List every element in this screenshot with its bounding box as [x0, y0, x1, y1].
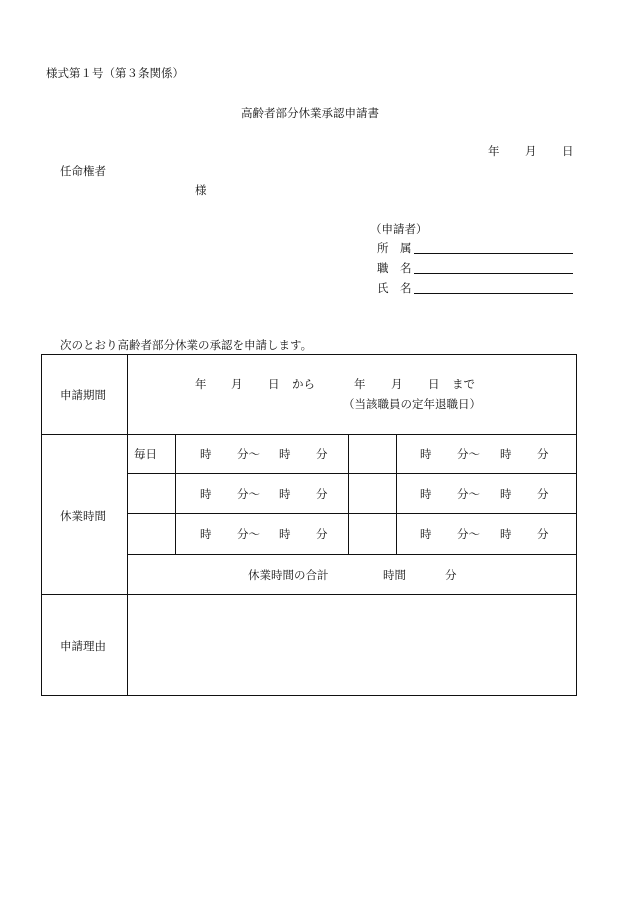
hour-label: 時 — [500, 527, 512, 541]
intro-text: 次のとおり高齢者部分休業の承認を申請します。 — [60, 338, 313, 352]
period-end-day: 日 — [428, 377, 440, 391]
minute-label: 分 — [316, 447, 328, 461]
daily-label: 毎日 — [134, 447, 157, 461]
affiliation-label: 所 属 — [377, 241, 412, 255]
applicant-heading: （申請者） — [370, 222, 428, 236]
hours-column-divider — [396, 434, 397, 555]
hour-label: 時 — [279, 487, 291, 501]
table-border-top — [41, 354, 577, 355]
table-border-bottom — [41, 695, 577, 696]
hour-label: 時 — [420, 527, 432, 541]
period-section-divider — [41, 434, 577, 435]
period-from-label: から — [292, 377, 315, 391]
hour-label: 時 — [500, 487, 512, 501]
form-title: 高齢者部分休業承認申請書 — [241, 106, 379, 120]
hours-row-divider — [127, 473, 577, 474]
reason-label: 申請理由 — [60, 639, 106, 653]
period-end-month: 月 — [391, 377, 403, 391]
date-month-label: 月 — [525, 144, 537, 158]
hour-label: 時 — [200, 527, 212, 541]
form-number: 様式第１号（第３条関係） — [46, 66, 184, 80]
position-field[interactable] — [414, 273, 573, 274]
minute-label: 分 — [316, 527, 328, 541]
reason-field[interactable] — [129, 596, 575, 694]
minute-label: 分 — [537, 447, 549, 461]
period-start-month: 月 — [231, 377, 243, 391]
affiliation-field[interactable] — [414, 253, 573, 254]
period-label: 申請期間 — [60, 388, 106, 402]
hours-column-divider — [348, 434, 349, 555]
table-border-left — [41, 354, 42, 696]
table-border-right — [576, 354, 577, 696]
label-column-divider — [127, 354, 128, 696]
hour-label: 時 — [279, 527, 291, 541]
name-label: 氏 名 — [377, 281, 412, 295]
hour-label: 時 — [420, 447, 432, 461]
hours-total-divider — [127, 554, 577, 555]
minute-from-label: 分〜 — [457, 447, 480, 461]
position-label: 職 名 — [377, 261, 412, 275]
minute-label: 分 — [537, 527, 549, 541]
period-end-year: 年 — [354, 377, 366, 391]
hours-column-divider — [175, 434, 176, 555]
total-minutes-unit: 分 — [445, 568, 457, 582]
total-hours-label: 休業時間の合計 — [248, 568, 329, 582]
hours-label: 休業時間 — [60, 509, 106, 523]
minute-from-label: 分〜 — [457, 527, 480, 541]
appointing-authority-label: 任命権者 — [60, 164, 106, 178]
period-note: （当該職員の定年退職日） — [343, 397, 481, 411]
period-until-label: まで — [452, 377, 475, 391]
total-hours-unit: 時間 — [383, 568, 406, 582]
date-year-label: 年 — [488, 144, 500, 158]
hour-label: 時 — [279, 447, 291, 461]
minute-from-label: 分〜 — [237, 487, 260, 501]
honorific-label: 様 — [195, 183, 207, 197]
hour-label: 時 — [200, 447, 212, 461]
minute-from-label: 分〜 — [237, 447, 260, 461]
period-start-day: 日 — [268, 377, 280, 391]
hour-label: 時 — [500, 447, 512, 461]
minute-label: 分 — [316, 487, 328, 501]
reason-section-divider — [41, 594, 577, 595]
date-day-label: 日 — [562, 144, 574, 158]
name-field[interactable] — [414, 293, 573, 294]
minute-from-label: 分〜 — [457, 487, 480, 501]
period-start-year: 年 — [195, 377, 207, 391]
minute-from-label: 分〜 — [237, 527, 260, 541]
hour-label: 時 — [420, 487, 432, 501]
hour-label: 時 — [200, 487, 212, 501]
hours-row-divider — [127, 513, 577, 514]
minute-label: 分 — [537, 487, 549, 501]
